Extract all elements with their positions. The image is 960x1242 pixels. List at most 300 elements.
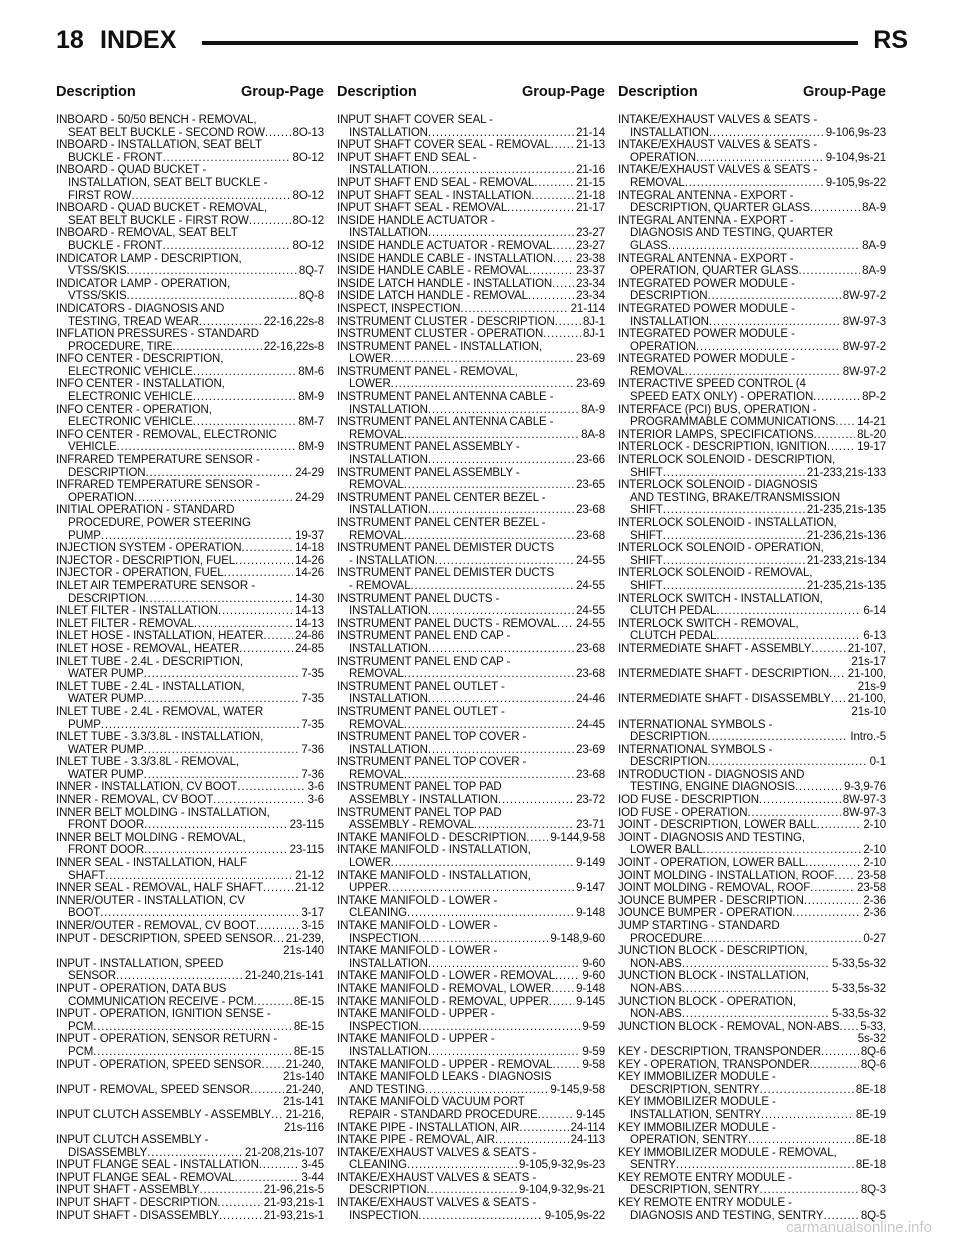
index-entry <box>56 630 324 643</box>
leader-dots <box>831 693 846 706</box>
group-page: 21-13 <box>576 139 605 152</box>
index-entry <box>56 164 324 202</box>
entry-line <box>337 265 605 278</box>
entry-text: SHIFT <box>630 529 663 542</box>
entry-line <box>56 127 324 140</box>
entry-line <box>618 1109 886 1122</box>
group-page: Intro.-5 <box>850 731 886 744</box>
leader-dots <box>146 593 294 606</box>
index-entry <box>618 593 886 618</box>
entry-text: INFRARED TEMPERATURE SENSOR - <box>56 479 260 492</box>
group-page: 8E-19 <box>855 1108 886 1121</box>
group-page: 21-208,21s-107 <box>244 1146 324 1159</box>
leader-dots <box>404 530 574 543</box>
index-entry <box>337 844 605 869</box>
leader-dots <box>127 290 297 303</box>
index-entry <box>337 996 605 1009</box>
group-page: 8E-15 <box>293 1020 324 1033</box>
leader-dots <box>760 1084 854 1097</box>
entry-text: INNER SEAL - INSTALLATION, HALF <box>56 857 247 870</box>
index-column-1 <box>56 114 324 1222</box>
entry-line <box>56 781 324 794</box>
entry-line <box>618 265 886 278</box>
entry-line <box>618 429 886 442</box>
entry-text: INTEGRAL ANTENNA - EXPORT - <box>618 252 794 265</box>
group-page: 8E-18 <box>855 1159 886 1172</box>
leader-dots <box>428 127 574 140</box>
group-page: 14-21 <box>857 416 886 429</box>
entry-text: INTAKE MANIFOLD - INSTALLATION, <box>337 869 531 882</box>
entry-line <box>337 744 605 757</box>
entry-text: INTERLOCK - DESCRIPTION, IGNITION <box>618 441 827 454</box>
group-page: 23-66 <box>576 454 605 467</box>
group-page: 9-147 <box>576 882 605 895</box>
entry-text: INLET TUBE - 3.3/3.8L - INSTALLATION, <box>56 731 264 744</box>
index-entry <box>337 202 605 215</box>
entry-text: INPUT - OPERATION, SPEED SENSOR <box>56 1058 262 1071</box>
entry-line <box>337 504 605 517</box>
entry-line <box>56 542 324 555</box>
entry-line <box>618 605 886 618</box>
header-rule <box>202 41 858 45</box>
leader-dots <box>551 139 574 152</box>
leader-dots <box>265 127 291 140</box>
leader-dots <box>708 290 841 303</box>
entry-text: INLET FILTER - REMOVAL <box>56 617 194 630</box>
leader-dots <box>804 895 862 908</box>
entry-text: INSIDE HANDLE CABLE - INSTALLATION <box>337 252 554 265</box>
leader-dots <box>418 1021 580 1034</box>
entry-text: INNER - REMOVAL, CV BOOT <box>56 794 214 807</box>
entry-line <box>618 441 886 454</box>
entry-text: INSTALLATION <box>349 126 428 139</box>
entry-line <box>337 719 605 732</box>
leader-dots <box>792 907 861 920</box>
index-entry <box>337 290 605 303</box>
index-entry <box>337 391 605 416</box>
entry-text: INDICATOR LAMP - DESCRIPTION, <box>56 252 242 265</box>
entry-line <box>337 127 605 140</box>
leader-dots <box>795 781 842 794</box>
leader-dots <box>162 240 290 253</box>
entry-text: INSTRUMENT PANEL CENTER BEZEL - <box>337 517 546 529</box>
leader-dots <box>144 819 288 832</box>
entry-line <box>337 454 605 467</box>
entry-line <box>337 1021 605 1034</box>
leader-dots <box>199 316 262 329</box>
group-page: 8E-15 <box>293 995 324 1008</box>
index-entry <box>337 114 605 139</box>
leader-dots <box>495 1134 569 1147</box>
entry-line <box>618 983 886 996</box>
leader-dots <box>709 316 841 329</box>
leader-dots <box>809 1059 858 1072</box>
group-page: 23-115 <box>289 819 324 832</box>
entry-line <box>56 1147 324 1160</box>
group-page: 3-6 <box>307 781 324 794</box>
index-entry <box>56 958 324 983</box>
entry-text: LOWER <box>349 378 391 391</box>
leader-dots <box>747 807 840 820</box>
description-heading: Description <box>56 84 136 100</box>
index-entry <box>56 139 324 164</box>
entry-text: INSTALLATION <box>349 743 428 756</box>
group-page: 21-216, <box>285 1108 324 1121</box>
entry-text: INSTRUMENT PANEL ANTENNA CABLE - <box>337 416 554 429</box>
leader-dots <box>555 970 580 983</box>
group-page: 9-105,9-32,9s-23 <box>519 1159 605 1172</box>
entry-line <box>337 832 605 845</box>
entry-line <box>56 1159 324 1172</box>
entry-text: - REMOVAL <box>349 579 411 592</box>
entry-text: INBOARD - 50/50 BENCH - REMOVAL, <box>56 114 257 126</box>
group-page: 8M-9 <box>298 441 324 454</box>
group-page: 22-16,22s-8 <box>263 340 324 353</box>
index-entry <box>618 618 886 643</box>
entry-line <box>618 366 886 379</box>
entry-line <box>337 479 605 492</box>
index-entry <box>56 731 324 756</box>
group-page-continued: 21s-141 <box>283 1096 324 1109</box>
leader-dots <box>237 781 305 794</box>
entry-text: INTEGRATED POWER MODULE - <box>618 328 795 341</box>
group-page: 23-65 <box>576 479 605 492</box>
entry-text: INBOARD - REMOVAL, SEAT BELT <box>56 227 238 240</box>
entry-line <box>337 328 605 341</box>
index-entry <box>618 870 886 883</box>
entry-text: INTAKE/EXHAUST VALVES & SEATS - <box>618 139 818 152</box>
entry-text: INLET TUBE - 2.4L - DESCRIPTION, <box>56 655 244 668</box>
leader-dots <box>676 1159 854 1172</box>
entry-line <box>337 1109 605 1122</box>
entry-line <box>56 1059 324 1072</box>
index-entry <box>337 1096 605 1121</box>
leader-dots <box>708 756 868 769</box>
index-entry <box>618 945 886 970</box>
leader-dots <box>817 819 862 832</box>
group-page: 9-60 <box>582 970 605 983</box>
entry-line <box>56 316 324 329</box>
leader-dots <box>549 996 574 1009</box>
entry-text: INSTALLATION <box>349 227 428 240</box>
leader-dots <box>428 404 579 417</box>
group-page: 9-104,9-32,9s-21 <box>519 1184 605 1197</box>
group-page: 8Q-7 <box>298 265 324 278</box>
entry-text: INBOARD - INSTALLATION, SEAT BELT <box>56 139 262 152</box>
group-page: 21-235,21s-135 <box>806 579 886 592</box>
entry-line <box>56 467 324 480</box>
entry-text: INPUT - INSTALLATION, SPEED <box>56 957 224 970</box>
leader-dots <box>263 882 293 895</box>
entry-text: CLEANING <box>349 907 407 920</box>
group-page: 9-106,9s-23 <box>825 126 886 139</box>
entry-text: INTERLOCK SWITCH - REMOVAL, <box>618 617 799 630</box>
index-entry <box>337 316 605 329</box>
entry-text: IOD FUSE - DESCRIPTION <box>618 794 759 807</box>
group-page: 23-58 <box>857 869 886 882</box>
index-entry <box>337 139 605 152</box>
entry-text: INTEGRATED POWER MODULE - <box>618 302 795 315</box>
entry-text: INSTRUMENT PANEL END CAP - <box>337 655 511 668</box>
entry-line <box>618 807 886 820</box>
group-page: 8J-1 <box>583 328 605 341</box>
entry-text: JUMP STARTING - STANDARD <box>618 920 780 932</box>
index-entry <box>56 353 324 378</box>
index-entry <box>618 668 886 693</box>
leader-dots <box>404 719 574 732</box>
entry-line <box>56 593 324 606</box>
entry-text: DESCRIPTION <box>630 290 708 303</box>
entry-text: INLET HOSE - REMOVAL, HEATER <box>56 642 240 655</box>
group-page: 23-34 <box>576 290 605 303</box>
entry-line <box>618 794 886 807</box>
entry-text: NON-ABS <box>630 1008 682 1021</box>
index-entry <box>618 1071 886 1096</box>
entry-text: INFO CENTER - REMOVAL, ELECTRONIC <box>56 428 277 441</box>
entry-text: DESCRIPTION, SENTRY <box>630 1083 760 1096</box>
entry-text: JUNCTION BLOCK - REMOVAL, NON-ABS <box>618 1020 840 1033</box>
entry-text: KEY IMMOBILIZER MODULE - <box>618 1071 776 1084</box>
index-entry <box>618 164 886 189</box>
entry-line <box>618 781 886 794</box>
group-page: 9-148,9-60 <box>550 932 605 945</box>
leader-dots <box>708 731 849 744</box>
entry-line <box>618 555 886 568</box>
index-entry <box>618 215 886 253</box>
index-entry <box>337 731 605 756</box>
entry-text: INTAKE/EXHAUST VALVES & SEATS - <box>618 114 818 126</box>
entry-line <box>618 467 886 480</box>
index-entry <box>618 190 886 215</box>
entry-text: NON-ABS <box>630 957 682 970</box>
leader-dots <box>498 794 574 807</box>
leader-dots <box>117 441 297 454</box>
entry-text: INSIDE HANDLE ACTUATOR - <box>337 214 495 227</box>
entry-text: INSTRUMENT PANEL ANTENNA CABLE - <box>337 391 554 404</box>
entry-text: INSIDE LATCH HANDLE - INSTALLATION <box>337 277 553 290</box>
leader-dots <box>696 341 841 354</box>
group-page: 0-1 <box>869 756 886 769</box>
entry-line <box>618 630 886 643</box>
entry-line <box>56 693 324 706</box>
index-entry <box>56 1033 324 1058</box>
leader-dots <box>428 744 574 757</box>
group-page: 23-34 <box>576 277 605 290</box>
index-entry <box>56 328 324 353</box>
entry-text: INSTRUMENT PANEL - INSTALLATION, <box>337 340 543 353</box>
group-page: 23-68 <box>576 642 605 655</box>
index-entry <box>56 681 324 706</box>
entry-text: INPUT FLANGE SEAL - INSTALLATION <box>56 1159 259 1172</box>
entry-text: PCM <box>68 1045 94 1058</box>
index-entry <box>618 303 886 328</box>
group-page: 9-145,9-58 <box>550 1083 605 1096</box>
entry-line <box>56 567 324 580</box>
entry-text: INTERLOCK SOLENOID - INSTALLATION, <box>618 517 837 529</box>
index-entry <box>618 1021 886 1046</box>
leader-dots <box>241 542 293 555</box>
index-entry <box>618 378 886 403</box>
entry-text: INSTALLATION <box>349 605 428 618</box>
entry-text: INPUT CLUTCH ASSEMBLY - <box>56 1134 209 1147</box>
group-page: 8W-97-2 <box>842 340 886 353</box>
entry-text: SHIFT <box>630 466 663 479</box>
entry-text: INSTRUMENT PANEL END CAP - <box>337 630 511 643</box>
leader-dots <box>428 454 574 467</box>
entry-text: INSTRUMENT PANEL TOP COVER - <box>337 756 527 769</box>
leader-dots <box>239 643 293 656</box>
entry-text: INPUT SHAFT SEAL - REMOVAL <box>337 202 508 215</box>
entry-line <box>337 1046 605 1059</box>
entry-line <box>337 278 605 291</box>
leader-dots <box>428 164 574 177</box>
group-page: 14-13 <box>295 605 324 618</box>
leader-dots <box>668 240 860 253</box>
index-entry <box>618 328 886 353</box>
index-entry <box>56 227 324 252</box>
group-page: 8W-97-3 <box>842 806 886 819</box>
entry-line <box>56 290 324 303</box>
index-entry <box>618 807 886 820</box>
entry-text: OPERATION <box>630 340 696 353</box>
entry-line <box>618 1184 886 1197</box>
entry-line <box>618 819 886 832</box>
index-entry <box>618 114 886 139</box>
leader-dots <box>144 844 288 857</box>
entry-text: JOINT - OPERATION, LOWER BALL <box>618 857 806 870</box>
entry-line <box>337 316 605 329</box>
group-page: 9-144,9-58 <box>550 831 605 844</box>
group-page: 23-68 <box>576 768 605 781</box>
entry-line <box>337 618 605 631</box>
entry-line <box>337 253 605 266</box>
entry-text: FRONT DOOR <box>68 844 145 857</box>
leader-dots <box>134 492 293 505</box>
entry-line <box>56 190 324 203</box>
entry-text: INSPECT, INSPECTION <box>337 302 461 315</box>
entry-line <box>337 643 605 656</box>
index-entry <box>56 781 324 794</box>
entry-text: DESCRIPTION, QUARTER GLASS <box>630 202 810 215</box>
entry-text: DESCRIPTION, SENTRY <box>630 1184 760 1197</box>
entry-line <box>618 693 886 706</box>
leader-dots <box>213 794 306 807</box>
group-page: 21-100, <box>847 693 886 706</box>
index-entry <box>337 517 605 542</box>
entry-line <box>337 290 605 303</box>
index-entry <box>618 794 886 807</box>
group-page: 9-58 <box>582 1058 605 1071</box>
group-page: 8Q-3 <box>860 1184 886 1197</box>
group-page: 8O-12 <box>292 239 324 252</box>
entry-line <box>618 1159 886 1172</box>
leader-dots <box>555 316 581 329</box>
entry-text: INSTRUMENT PANEL TOP PAD <box>337 781 502 794</box>
group-page: 23-27 <box>576 239 605 252</box>
index-entry <box>618 643 886 668</box>
entry-text: INTERMEDIATE SHAFT - ASSEMBLY <box>618 642 812 655</box>
entry-line <box>337 580 605 593</box>
entry-text: INSTRUMENT PANEL - REMOVAL, <box>337 365 518 378</box>
leader-dots <box>551 983 574 996</box>
leader-dots <box>263 630 293 643</box>
group-page: 2-10 <box>863 857 886 870</box>
entry-text: INTERLOCK SWITCH - INSTALLATION, <box>618 592 823 605</box>
entry-text: INSTALLATION <box>349 693 428 706</box>
leader-dots <box>219 1210 262 1223</box>
group-page: 14-13 <box>295 617 324 630</box>
group-page: 24-55 <box>576 605 605 618</box>
group-page: 8M-9 <box>298 391 324 404</box>
leader-dots <box>218 605 293 618</box>
entry-text: INSTALLATION, SEAT BELT BUCKLE - <box>68 176 268 189</box>
entry-text: INTAKE MANIFOLD - LOWER - <box>337 894 498 907</box>
leader-dots <box>217 1197 261 1210</box>
index-entry <box>56 895 324 920</box>
entry-text: REMOVAL <box>630 365 685 378</box>
leader-dots <box>543 328 581 341</box>
watermark: carmanualsonline.info <box>786 1219 932 1236</box>
leader-dots <box>682 983 830 996</box>
index-entry <box>56 756 324 781</box>
entry-text: INTERLOCK SOLENOID - DESCRIPTION, <box>618 454 836 467</box>
index-entry <box>618 1147 886 1172</box>
entry-text: SHIFT <box>630 579 663 592</box>
index-entry <box>56 114 324 139</box>
index-entry <box>337 265 605 278</box>
group-page: 21-240,21s-141 <box>244 970 324 983</box>
entry-text: INTERACTIVE SPEED CONTROL (4 <box>618 378 806 391</box>
group-page: 8A-9 <box>862 202 886 215</box>
leader-dots <box>273 933 284 946</box>
leader-dots <box>811 643 845 656</box>
entry-line <box>56 618 324 631</box>
entry-text: PUMP <box>68 718 101 731</box>
entry-text: KEY IMMOBILIZER MODULE - <box>618 1121 776 1134</box>
index-entry <box>337 681 605 706</box>
entry-text: INSTRUMENT PANEL OUTLET - <box>337 680 505 693</box>
group-page-heading: Group-Page <box>522 84 605 100</box>
group-page: 3-17 <box>301 907 324 920</box>
index-entry <box>618 517 886 542</box>
group-page: 21-93,21s-1 <box>263 1197 324 1210</box>
index-entry <box>56 567 324 580</box>
group-page: 23-115 <box>289 844 324 857</box>
group-page: 21-93,21s-1 <box>263 1209 324 1222</box>
leader-dots <box>663 467 805 480</box>
entry-text: ASSEMBLY - REMOVAL <box>349 819 474 832</box>
entry-line <box>56 668 324 681</box>
leader-dots <box>663 504 805 517</box>
group-page: 21-233,21s-134 <box>806 554 886 567</box>
group-page: 8Q-6 <box>860 1045 886 1058</box>
index-entry <box>56 504 324 542</box>
index-entry <box>337 328 605 341</box>
group-page: 9-148 <box>576 907 605 920</box>
entry-text: INDICATORS - DIAGNOSIS AND <box>56 302 225 315</box>
entry-line <box>337 970 605 983</box>
leader-dots <box>388 882 574 895</box>
entry-text: REMOVAL <box>349 768 404 781</box>
entry-text: INSTRUMENT CLUSTER - OPERATION <box>337 328 544 341</box>
group-page: 3-6 <box>307 794 324 807</box>
entry-text: INNER/OUTER - REMOVAL, CV BOOT <box>56 920 256 932</box>
leader-dots <box>428 227 574 240</box>
entry-text: INSTRUMENT PANEL TOP COVER - <box>337 731 527 744</box>
leader-dots <box>146 467 294 480</box>
entry-text: INBOARD - QUAD BUCKET - <box>56 164 207 177</box>
index-entry <box>56 378 324 403</box>
